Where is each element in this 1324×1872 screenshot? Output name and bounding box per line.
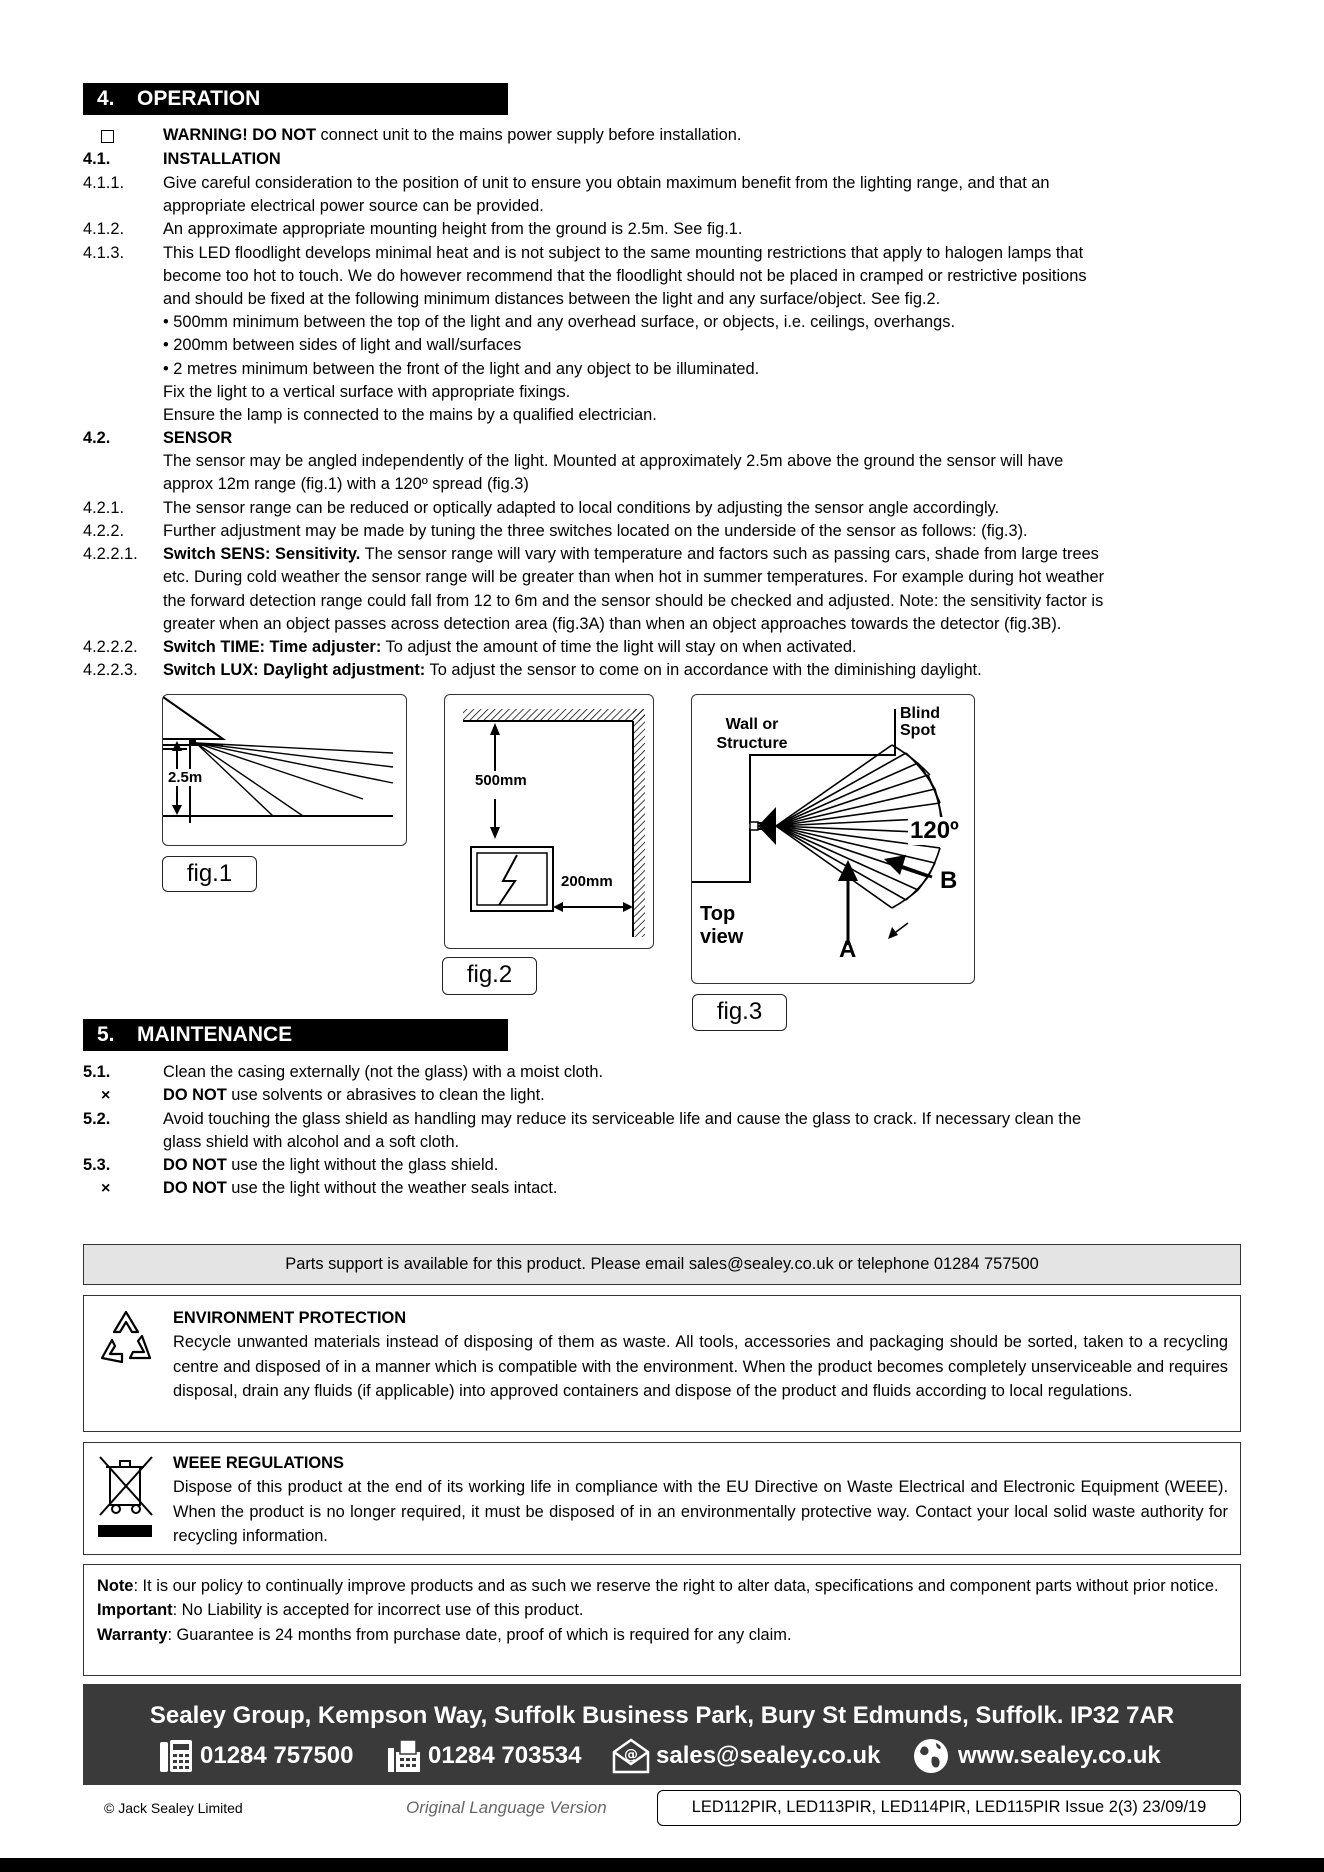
fig3-topview-line1: Top [700, 903, 736, 925]
s413-line4: Fix the light to a vertical surface with appropriate fixings. [163, 383, 571, 401]
s413-bullet2: • 200mm between sides of light and wall/surfaces [163, 336, 522, 354]
note-box [83, 1564, 1241, 1676]
note-text [97, 1574, 1227, 1647]
company-footer [83, 1684, 1241, 1785]
s411-number: 4.1.1. [83, 174, 125, 192]
s421-number: 4.2.1. [83, 499, 125, 517]
fig2-diagram [445, 695, 652, 947]
section-title: OPERATION [137, 87, 261, 110]
globe-icon [912, 1737, 950, 1775]
x2-bold: DO NOT [163, 1179, 227, 1197]
phone-item [158, 1736, 354, 1776]
s4221-bold: Switch SENS: Sensitivity. [163, 545, 361, 563]
s411-line1: Give careful consideration to the position of unit to ensure you obtain maximum benefit from the lighting range, and that an [163, 174, 1050, 192]
s53-text: use the light without the glass shield. [226, 1156, 499, 1174]
phone-icon [158, 1738, 194, 1774]
fig2-label: fig.2 [442, 957, 537, 995]
s4222-bold: Switch TIME: Time adjuster: [163, 638, 382, 656]
fig3-frame [691, 694, 975, 984]
s413-bullet3: • 2 metres minimum between the front of the light and any object to be illuminated. [163, 360, 760, 378]
email-address: sales@sealey.co.uk [656, 1742, 881, 1769]
s422-line1: Further adjustment may be made by tuning the three switches located on the underside of the sensor as follows: (fig.3). [163, 522, 1028, 540]
warning-bold: WARNING! DO NOT [163, 126, 316, 144]
fig3-label: fig.3 [692, 994, 787, 1031]
important-label: Important [97, 1601, 173, 1620]
company-address: Sealey Group, Kempson Way, Suffolk Business Park, Bury St Edmunds, Suffolk. IP32 7AR [149, 1702, 1175, 1729]
warranty-body: : Guarantee is 24 months from purchase date, proof of which is required for any claim. [167, 1625, 792, 1644]
s52-line2: glass shield with alcohol and a soft cloth. [163, 1133, 460, 1151]
fig3-blind-line2: Spot [900, 722, 936, 739]
warranty-paragraph [97, 1623, 1227, 1647]
s41-title: INSTALLATION [163, 150, 281, 168]
fig3-wall-line2: Structure [716, 735, 788, 752]
recycle-icon [96, 1308, 156, 1368]
warranty-label: Warranty [97, 1625, 168, 1644]
s51-number: 5.1. [83, 1063, 111, 1081]
page-bottom-edge [0, 1858, 1324, 1872]
s413-bullet1: • 500mm minimum between the top of the light and any overhead surface, or objects, i.e. ceilings, overhangs. [163, 313, 956, 331]
s421-line1: The sensor range can be reduced or optically adapted to local conditions by adjusting the sensor angle accordingly. [163, 499, 1000, 517]
svg-text:@: @ [624, 1747, 638, 1763]
fax-item [386, 1736, 582, 1776]
s52-line1: Avoid touching the glass shield as handling may reduce its serviceable life and cause the glass to crack. If necessary clean the [163, 1110, 1082, 1128]
fig2-top-distance: 500mm [475, 772, 527, 789]
s4223-bold: Switch LUX: Daylight adjustment: [163, 661, 426, 679]
weee-body: Dispose of this product at the end of its working life in compliance with the EU Directive on Waste Electrical and Electronic Equipment (WEEE). When the product is no longer required, it must be disposed of in an environmentally protective way. Contact your local solid waste authority for recycling information. [173, 1478, 1228, 1546]
s53-number: 5.3. [83, 1156, 111, 1174]
s42-title: SENSOR [163, 429, 233, 447]
section-4-header [83, 83, 508, 115]
x2-line [163, 1177, 557, 1200]
x2-text: use the light without the weather seals intact. [226, 1179, 558, 1197]
s4221-line4: greater when an object passes across detection area (fig.3A) than when an object approaches towards the detector (fig.3B). [163, 615, 1062, 633]
fig1-label: fig.1 [162, 856, 257, 892]
fig3-angle-label: 120º [910, 817, 959, 844]
s4223-number: 4.2.2.3. [83, 661, 138, 679]
parts-support-banner: Parts support is available for this product. Please email sales@sealey.co.uk or telephone 01284 757500 [83, 1244, 1241, 1285]
note-paragraph [97, 1574, 1227, 1598]
s4221-line2: etc. During cold weather the sensor range will be greater than when hot in summer temperatures. For example during hot weather [163, 568, 1105, 586]
fig3-b-label: B [940, 867, 958, 894]
fig3-topview-label [700, 903, 743, 949]
important-body: : No Liability is accepted for incorrect use of this product. [172, 1601, 584, 1620]
s42-line1: The sensor may be angled independently of the light. Mounted at approximately 2.5m above the ground the sensor will have [163, 452, 1064, 470]
x1-bold: DO NOT [163, 1086, 227, 1104]
environment-text [173, 1306, 1228, 1404]
fig3-wall-line1: Wall or [725, 716, 779, 733]
fig2-frame [444, 694, 654, 949]
x1-text: use solvents or abrasives to clean the light. [226, 1086, 545, 1104]
section-5-header [83, 1019, 508, 1051]
warning-line [163, 124, 741, 147]
weee-title: WEEE REGULATIONS [173, 1454, 344, 1472]
s53-bold: DO NOT [163, 1156, 227, 1174]
fig3-a-label: A [839, 936, 857, 963]
s4223-line1 [163, 659, 982, 682]
s4221-number: 4.2.2.1. [83, 545, 138, 563]
s4221-line1 [163, 543, 1099, 566]
s42-line2: approx 12m range (fig.1) with a 120º spread (fig.3) [163, 475, 529, 493]
fig3-wall-label [707, 715, 797, 753]
s4222-line1 [163, 636, 857, 659]
section-title: MAINTENANCE [137, 1023, 293, 1046]
environment-box [83, 1295, 1241, 1432]
fig3-blind-label [900, 705, 940, 739]
section-number: 4. [97, 87, 115, 110]
note-body: : It is our policy to continually improve products and as such we reserve the right to alter data, specifications and component parts without prior notice. [133, 1577, 1219, 1595]
s53-line [163, 1154, 498, 1177]
fig1-frame [162, 694, 407, 846]
copyright: © Jack Sealey Limited [104, 1800, 243, 1816]
s412-line1: An approximate appropriate mounting height from the ground is 2.5m. See fig.1. [163, 220, 743, 238]
s4222-number: 4.2.2.2. [83, 638, 138, 656]
web-item [912, 1736, 1161, 1776]
weee-box [83, 1442, 1241, 1555]
weee-bin-icon [96, 1453, 156, 1541]
environment-title: ENVIRONMENT PROTECTION [173, 1309, 407, 1327]
fig1-height-label: 2.5m [168, 769, 203, 786]
important-paragraph [97, 1598, 1227, 1622]
s52-number: 5.2. [83, 1110, 111, 1128]
fax-icon [386, 1738, 422, 1774]
fax-number: 01284 703534 [428, 1742, 582, 1769]
s413-number: 4.1.3. [83, 244, 125, 262]
warning-text: connect unit to the mains power supply before installation. [315, 126, 742, 144]
s413-line5: Ensure the lamp is connected to the mains by a qualified electrician. [163, 406, 657, 424]
checkbox-bullet-icon [101, 130, 114, 143]
model-issue-box: LED112PIR, LED113PIR, LED114PIR, LED115PIR Issue 2(3) 23/09/19 [657, 1790, 1241, 1826]
cross-icon: × [101, 1180, 111, 1197]
s412-number: 4.1.2. [83, 220, 125, 238]
fig3-blind-line1: Blind [900, 705, 940, 722]
language-version: Original Language Version [406, 1798, 607, 1817]
website: www.sealey.co.uk [958, 1742, 1161, 1769]
phone-number: 01284 757500 [200, 1742, 354, 1769]
email-icon [612, 1738, 650, 1774]
s422-number: 4.2.2. [83, 522, 125, 540]
s413-line3: and should be fixed at the following minimum distances between the light and any surface/object. See fig.2. [163, 290, 941, 308]
s4221-text: The sensor range will vary with temperature and factors such as passing cars, shade from large trees [360, 545, 1099, 563]
fig2-side-distance: 200mm [561, 873, 613, 890]
s4222-text: To adjust the amount of time the light will stay on when activated. [381, 638, 857, 656]
s42-number: 4.2. [83, 429, 111, 447]
fig3-topview-line2: view [700, 926, 744, 948]
s4223-text: To adjust the sensor to come on in accordance with the diminishing daylight. [425, 661, 982, 679]
s413-line2: become too hot to touch. We do however recommend that the floodlight should not be placed in cramped or restrictive positions [163, 267, 1087, 285]
s413-line1: This LED floodlight develops minimal heat and is not subject to the same mounting restrictions that apply to halogen lamps that [163, 244, 1084, 262]
cross-icon: × [101, 1087, 111, 1104]
section-number: 5. [97, 1023, 115, 1046]
email-item [612, 1736, 880, 1776]
s51-line1: Clean the casing externally (not the glass) with a moist cloth. [163, 1063, 604, 1081]
note-label: Note [97, 1577, 134, 1595]
environment-body: Recycle unwanted materials instead of disposing of them as waste. All tools, accessories and packaging should be sorted, taken to a recycling centre and disposed of in a manner which is compatible with the environment. When the product becomes completely unserviceable and requires disposal, drain any fluids (if applicable) into approved containers and dispose of the product and fluids according to local regulations. [173, 1333, 1228, 1401]
s411-line2: appropriate electrical power source can be provided. [163, 197, 544, 215]
weee-text [173, 1451, 1228, 1549]
s4221-line3: the forward detection range could fall from 12 to 6m and the sensor should be checked and adjusted. Note: the sensitivity factor is [163, 592, 1104, 610]
s41-number: 4.1. [83, 150, 111, 168]
x1-line [163, 1084, 545, 1107]
